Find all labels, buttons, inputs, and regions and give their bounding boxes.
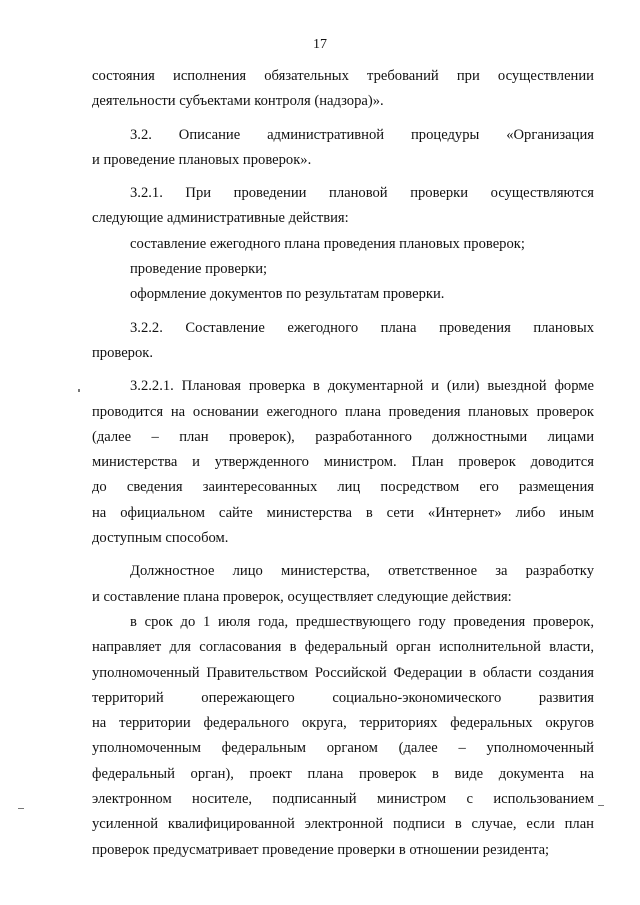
text-line: 3.2.1. При проведении плановой проверки осуществляются — [130, 185, 594, 202]
paragraph-gap — [92, 115, 594, 123]
scan-speck — [598, 805, 604, 806]
text-line: проведение проверки; — [130, 261, 268, 278]
text-line: 3.2.2.1. Плановая проверка в документарной и (или) выездной форме — [130, 378, 594, 395]
text-line: территорий опережающего социально-экономического развития — [92, 689, 594, 706]
text-line: проверок. — [92, 344, 154, 361]
text-line: 3.2.2. Составление ежегодного плана проведения плановых — [130, 319, 594, 336]
scan-speck — [18, 808, 24, 809]
text-line: уполномоченным федеральным органом (далее – уполномоченный — [92, 740, 594, 757]
text-line: проводится на основании ежегодного плана проведения плановых проверок — [92, 403, 594, 420]
text-line: составление ежегодного плана проведения плановых проверок; — [130, 235, 525, 252]
page-number: 17 — [313, 37, 327, 52]
text-line: доступным способом. — [92, 530, 229, 547]
scan-speck — [78, 389, 80, 392]
text-line: усиленной квалифицированной электронной подписи в случае, если план — [92, 816, 594, 833]
text-line: направляет для согласования в федеральный орган исполнительной власти, — [92, 639, 594, 656]
text-line: 3.2. Описание административной процедуры «Организация — [130, 126, 594, 143]
text-line: проверок предусматривает проведение проверки в отношении резидента; — [92, 841, 550, 858]
text-line: и проведение плановых проверок». — [92, 151, 312, 168]
text-line: уполномоченный Правительством Российской Федерации в области создания — [92, 664, 594, 681]
text-line: следующие административные действия: — [92, 210, 349, 227]
text-line: на территории федерального округа, территориях федеральных округов — [92, 715, 594, 732]
text-line: электронном носителе, подписанный министром с использованием — [92, 791, 594, 808]
text-line: состояния исполнения обязательных требований при осуществлении — [92, 68, 594, 84]
text-line: и составление плана проверок, осуществляет следующие действия: — [92, 588, 512, 605]
paragraph-gap — [92, 308, 594, 316]
paragraph-gap — [92, 366, 594, 374]
text-line: оформление документов по результатам проверки. — [130, 286, 445, 303]
text-line: Должностное лицо министерства, ответственное за разработку — [130, 563, 594, 580]
text-line: федеральный орган), проект плана проверок в виде документа на — [92, 765, 594, 782]
body-text — [92, 64, 594, 863]
text-line: деятельности субъектами контроля (надзора)». — [92, 93, 384, 110]
text-line: (далее – план проверок), разработанного должностными лицами — [92, 428, 594, 445]
text-line: министерства и утвержденного министром. План проверок доводится — [92, 454, 594, 471]
paragraph-gap — [92, 173, 594, 181]
paragraph-gap — [92, 551, 594, 559]
text-line: на официальном сайте министерства в сети «Интернет» либо иным — [92, 504, 594, 521]
text-line: до сведения заинтересованных лиц посредством его размещения — [92, 479, 594, 496]
text-line: в срок до 1 июля года, предшествующего году проведения проверок, — [130, 613, 594, 630]
